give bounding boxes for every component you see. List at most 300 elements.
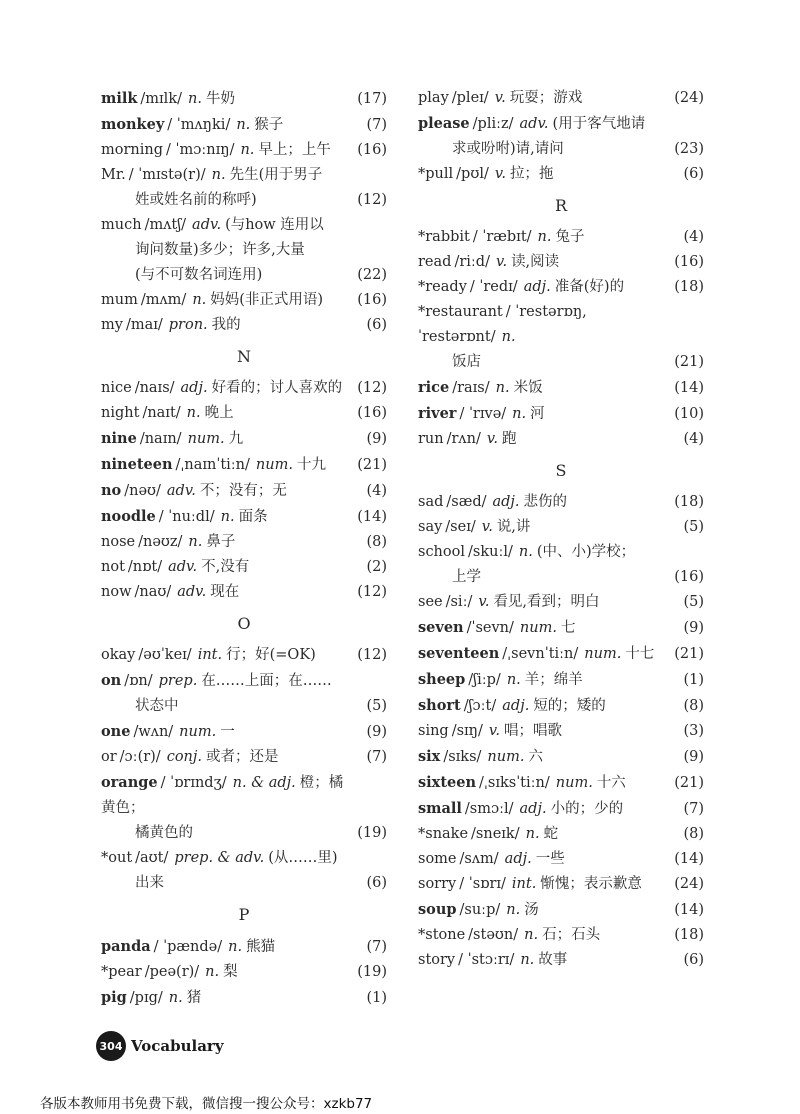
entry-word: orange [101, 774, 158, 791]
entry-page-ref: (1) [366, 990, 387, 1006]
entry-word: *restaurant [418, 304, 503, 320]
entry-definition: 拉；拖 [509, 166, 554, 182]
entry-page-ref: (6) [366, 875, 387, 891]
entry-definition: 十九 [296, 457, 326, 473]
vocab-entry [418, 300, 704, 375]
vocab-entry [101, 770, 387, 846]
entry-part-of-speech: n. [520, 952, 535, 968]
vocab-entry [418, 641, 704, 667]
entry-pronunciation: /smɔːl/ [464, 801, 514, 817]
entry-word: *pear [101, 964, 142, 980]
entry-line [101, 376, 351, 401]
entry-line [101, 580, 351, 605]
entry-line [101, 960, 351, 985]
entry-word: some [418, 851, 457, 867]
entry-page-ref: (21) [357, 457, 387, 473]
entry-line [418, 162, 668, 187]
entry-pronunciation: / ˈræbɪt/ [472, 229, 532, 245]
entry-part-of-speech: adv. [192, 217, 222, 233]
entry-word: *out [101, 850, 133, 866]
entry-word: seven [418, 619, 464, 636]
entry-pronunciation: /sɪŋ/ [451, 723, 483, 739]
entry-line [101, 846, 351, 871]
section-letter: O [237, 614, 251, 633]
entry-part-of-speech: num. [187, 431, 225, 447]
entry-part-of-speech: n. [537, 229, 552, 245]
entry-part-of-speech: n. [495, 380, 510, 396]
entry-word: story [418, 952, 456, 968]
vocab-entry [101, 555, 387, 580]
entry-definition: 早上；上午 [258, 142, 331, 158]
entry-definition: 十七 [625, 646, 655, 662]
entry-pronunciation: /əʊˈkeɪ/ [138, 647, 192, 663]
vocab-entry [101, 643, 387, 668]
left-column [101, 86, 387, 1011]
entry-page-ref: (7) [366, 749, 387, 765]
vocab-entry [418, 923, 704, 948]
entry-word: *ready [418, 279, 467, 295]
entry-definition: 六 [528, 749, 543, 765]
entry-part-of-speech: v. [494, 90, 506, 106]
entry-part-of-speech: pron. [168, 317, 208, 333]
entry-word: milk [101, 90, 138, 107]
vocab-entry [418, 401, 704, 427]
watermark-text: 各版本教师用书免费下载，微信搜一搜公众号：xzkb77 [40, 1096, 373, 1112]
entry-word: or [101, 749, 117, 765]
vocab-entry [418, 515, 704, 540]
entry-pronunciation: /naɪt/ [142, 405, 181, 421]
entry-word: short [418, 697, 461, 714]
entry-word: please [418, 115, 470, 132]
entry-word: night [101, 405, 140, 421]
entry-part-of-speech: n. [240, 142, 255, 158]
entry-line [418, 847, 668, 872]
vocab-entry [418, 615, 704, 641]
entry-page-ref: (10) [674, 406, 704, 422]
entry-definition: 兔子 [555, 229, 585, 245]
entry-page-ref: (5) [683, 594, 704, 610]
vocab-entry [101, 376, 387, 401]
entry-definition: 先生(用于男子 [229, 167, 323, 183]
entry-word: sing [418, 723, 449, 739]
vocab-entry [101, 668, 387, 719]
entry-part-of-speech: num. [519, 620, 557, 636]
entry-word: much [101, 217, 142, 233]
entry-word: no [101, 482, 122, 499]
entry-definition: 梨 [223, 964, 238, 980]
entry-pronunciation: /raɪs/ [452, 380, 490, 396]
entry-definition: 惭愧；表示歉意 [540, 876, 642, 892]
vocab-entry [101, 213, 387, 288]
entry-line [418, 86, 668, 111]
entry-pronunciation: /skuːl/ [468, 544, 513, 560]
entry-word: morning [101, 142, 164, 158]
entry-line [418, 515, 668, 540]
entry-part-of-speech: n. [211, 167, 226, 183]
entry-line [101, 478, 351, 504]
entry-line [101, 530, 351, 555]
vocab-entry [418, 744, 704, 770]
entry-page-ref: (12) [357, 584, 387, 600]
entry-definition: 猪 [186, 990, 202, 1006]
entry-definition: (与how 连用以 [225, 217, 324, 233]
entry-definition-continued: 姓或姓名前的称呼) [135, 192, 257, 208]
entry-word: mum [101, 292, 138, 308]
entry-part-of-speech: adj. [519, 801, 547, 817]
entry-page-ref: (7) [683, 801, 704, 817]
entry-part-of-speech: num. [487, 749, 525, 765]
entry-word: okay [101, 647, 136, 663]
entry-definition: (从……里) [268, 850, 338, 866]
entry-page-ref: (14) [357, 509, 387, 525]
entry-definition: (用于客气地请 [552, 116, 646, 132]
entry-word: sad [418, 494, 444, 510]
entry-line [101, 504, 351, 530]
entry-pronunciation: /nəʊz/ [138, 534, 183, 550]
entry-part-of-speech: n. [236, 117, 251, 133]
entry-pronunciation: /mɪlk/ [140, 91, 182, 107]
entry-word: panda [101, 938, 151, 955]
entry-pronunciation: / ˈmɪstə(r)/ [128, 167, 206, 183]
entry-part-of-speech: n. [518, 544, 533, 560]
vocab-entry [418, 847, 704, 872]
entry-definition: 一些 [535, 851, 565, 867]
entry-part-of-speech: n. [220, 509, 235, 525]
entry-definition: 十六 [596, 775, 626, 791]
entry-line [418, 744, 668, 770]
entry-pronunciation: /pʊl/ [456, 166, 489, 182]
page-number-badge: 304 [96, 1031, 126, 1061]
entry-definition: 不,没有 [201, 559, 250, 575]
entry-page-ref: (12) [357, 380, 387, 396]
entry-definition-continued: 上学 [452, 569, 481, 585]
entry-definition: 七 [560, 620, 576, 636]
entry-pronunciation: / ˈredɪ/ [469, 279, 518, 295]
entry-pronunciation: /pleɪ/ [451, 90, 489, 106]
entry-line [101, 138, 351, 163]
entry-part-of-speech: n. [168, 990, 183, 1006]
entry-definition: 面条 [238, 509, 268, 525]
entry-part-of-speech: adj. [180, 380, 208, 396]
entry-word: sixteen [418, 774, 477, 791]
right-column [418, 86, 704, 973]
entry-line [418, 948, 668, 973]
entry-page-ref: (4) [683, 229, 704, 245]
entry-part-of-speech: v. [481, 519, 493, 535]
entry-page-ref: (1) [683, 672, 704, 688]
entry-definition-continued: 状态中 [135, 698, 179, 714]
entry-word: *snake [418, 826, 469, 842]
entry-line [101, 86, 351, 112]
entry-word: *stone [418, 927, 466, 943]
entry-part-of-speech: adv. [519, 116, 549, 132]
entry-line [418, 615, 668, 641]
entry-page-ref: (24) [674, 90, 704, 106]
entry-part-of-speech: n. [228, 939, 243, 955]
entry-definition: 小的；少的 [550, 801, 624, 817]
entry-page-ref: (8) [683, 698, 704, 714]
entry-word: nice [101, 380, 132, 396]
entry-pronunciation: /nɒt/ [127, 559, 163, 575]
entry-definition-continued: 询问数量)多少；许多,大量 [135, 242, 305, 258]
entry-part-of-speech: v. [478, 594, 490, 610]
entry-part-of-speech: adj. [502, 698, 530, 714]
entry-definition: 牛奶 [205, 91, 235, 107]
entry-line [418, 375, 668, 401]
entry-page-ref: (2) [366, 559, 387, 575]
entry-pronunciation: /ˌsevnˈtiːn/ [502, 646, 579, 662]
entry-definition: 现在 [210, 584, 240, 600]
entry-page-ref: (7) [366, 939, 387, 955]
entry-word: six [418, 748, 441, 765]
entry-line [418, 300, 668, 350]
entry-word: small [418, 800, 462, 817]
section-letter: N [237, 347, 251, 366]
entry-part-of-speech: n. [188, 534, 203, 550]
vocab-entry [418, 693, 704, 719]
vocab-entry [418, 590, 704, 615]
vocab-entry [101, 580, 387, 605]
entry-pronunciation: /rʌn/ [446, 431, 481, 447]
entry-pronunciation: /pliːz/ [472, 116, 514, 132]
entry-part-of-speech: int. [511, 876, 537, 892]
entry-definition: 羊；绵羊 [524, 672, 583, 688]
entry-part-of-speech: v. [494, 166, 506, 182]
entry-pronunciation: / ˈmɔːnɪŋ/ [166, 142, 235, 158]
entry-definition: 读,阅读 [511, 254, 560, 270]
entry-pronunciation: /sneɪk/ [471, 826, 520, 842]
entry-line [418, 490, 668, 515]
entry-word: nine [101, 430, 137, 447]
vocab-entry [101, 86, 387, 112]
entry-part-of-speech: adj. [523, 279, 551, 295]
entry-definition-continued: 出来 [135, 875, 164, 891]
vocab-entry [418, 719, 704, 744]
entry-pronunciation: / ˈpændə/ [153, 939, 223, 955]
entry-line [101, 213, 351, 238]
entry-line [418, 796, 668, 822]
vocab-entry [101, 846, 387, 896]
entry-line [101, 643, 351, 668]
entry-word: noodle [101, 508, 156, 525]
entry-definition: 米饭 [513, 380, 543, 396]
entry-line [101, 401, 351, 426]
entry-line [101, 555, 351, 580]
entry-line [101, 934, 351, 960]
entry-line [418, 872, 668, 897]
vocab-entry [101, 163, 387, 213]
entry-definition: 九 [228, 431, 244, 447]
entry-pronunciation: /ˈsevn/ [466, 620, 514, 636]
entry-page-ref: (9) [683, 749, 704, 765]
entry-line [101, 719, 351, 745]
entry-line [418, 719, 668, 744]
entry-word: on [101, 672, 122, 689]
entry-part-of-speech: prep. [158, 673, 198, 689]
entry-definition: 好看的；讨人喜欢的 [211, 380, 343, 396]
entry-definition: 玩耍；游戏 [509, 90, 583, 106]
vocab-entry [418, 225, 704, 250]
entry-line [418, 401, 668, 427]
entry-part-of-speech: adv. [168, 559, 198, 575]
entry-word: sorry [418, 876, 457, 892]
entry-definition: 行；好(=OK) [226, 647, 316, 663]
entry-part-of-speech: adv. [177, 584, 207, 600]
entry-part-of-speech: n. [205, 964, 220, 980]
vocab-entry [418, 872, 704, 897]
vocab-entry [101, 452, 387, 478]
vocab-entry [101, 401, 387, 426]
entry-part-of-speech: n. [186, 405, 201, 421]
entry-line [101, 452, 351, 478]
vocab-entry [418, 897, 704, 923]
vocab-entry [418, 162, 704, 187]
entry-definition: (中、小)学校； [536, 544, 636, 560]
entry-page-ref: (8) [683, 826, 704, 842]
entry-line [418, 250, 668, 275]
entry-page-ref: (16) [357, 405, 387, 421]
entry-page-ref: (6) [366, 317, 387, 333]
entry-pronunciation: /ɒn/ [124, 673, 153, 689]
vocab-entry [418, 796, 704, 822]
entry-word: Mr. [101, 167, 126, 183]
entry-page-ref: (14) [674, 902, 704, 918]
entry-definition: 悲伤的 [523, 494, 568, 510]
entry-page-ref: (4) [683, 431, 704, 447]
entry-pronunciation: /mʌtʃ/ [144, 217, 187, 233]
entry-part-of-speech: int. [197, 647, 223, 663]
entry-line [418, 590, 668, 615]
entry-definition: 石；石头 [542, 927, 601, 943]
entry-word: river [418, 405, 457, 422]
entry-line [101, 770, 351, 821]
entry-part-of-speech: n. [188, 91, 202, 107]
entry-pronunciation: / ˈmʌŋki/ [167, 117, 231, 133]
entry-page-ref: (16) [357, 292, 387, 308]
vocab-entry [101, 478, 387, 504]
entry-part-of-speech: n. & adj. [232, 775, 296, 791]
vocab-entry [418, 375, 704, 401]
entry-line [418, 693, 668, 719]
entry-word: *rabbit [418, 229, 470, 245]
vocab-entry [101, 745, 387, 770]
entry-line [418, 770, 668, 796]
entry-page-ref: (6) [683, 166, 704, 182]
entry-page-ref: (18) [674, 279, 704, 295]
entry-line [418, 427, 668, 452]
section-letter: S [555, 461, 567, 480]
entry-pronunciation: /seɪ/ [445, 519, 476, 535]
entry-page-ref: (9) [366, 724, 387, 740]
entry-pronunciation: /ʃiːp/ [468, 672, 501, 688]
entry-part-of-speech: prep. & adv. [174, 850, 265, 866]
entry-definition: 蛇 [543, 826, 559, 842]
vocab-entry [418, 667, 704, 693]
entry-definition-continued: 求或吩咐)请,请问 [452, 141, 564, 157]
entry-part-of-speech: v. [495, 254, 508, 270]
entry-page-ref: (14) [674, 851, 704, 867]
entry-pronunciation: / ˈrestərɒŋ, ˈrestərɒnt/ [418, 304, 587, 345]
entry-line [418, 923, 668, 948]
entry-word: *pull [418, 166, 454, 182]
entry-part-of-speech: adj. [492, 494, 520, 510]
entry-word: one [101, 723, 131, 740]
entry-line [418, 275, 668, 300]
entry-page-ref: (9) [683, 620, 704, 636]
entry-definition-continued: (与不可数名词连用) [135, 267, 263, 283]
vocab-entry [418, 250, 704, 275]
entry-definition: 妈妈(非正式用语) [210, 292, 324, 308]
entry-page-ref: (21) [674, 775, 704, 791]
entry-word: school [418, 544, 465, 560]
entry-page-ref: (19) [357, 964, 387, 980]
vocab-entry [418, 275, 704, 300]
entry-pronunciation: / ˈrɪvə/ [459, 406, 507, 422]
entry-definition: 晚上 [204, 405, 234, 421]
section-letter: R [554, 196, 568, 215]
entry-pronunciation: / ˈsɒrɪ/ [459, 876, 506, 892]
entry-line [101, 668, 351, 694]
entry-word: say [418, 519, 443, 535]
entry-pronunciation: /aʊt/ [135, 850, 169, 866]
entry-pronunciation: /sʌm/ [459, 851, 499, 867]
vocab-entry [418, 86, 704, 111]
vocab-entry [101, 960, 387, 985]
entry-word: my [101, 317, 123, 333]
entry-page-ref: (4) [366, 483, 387, 499]
entry-pronunciation: /naɪn/ [139, 431, 182, 447]
entry-pronunciation: /wʌn/ [133, 724, 174, 740]
entry-definition: 一 [220, 724, 235, 740]
entry-word: not [101, 559, 125, 575]
entry-definition: 熊猫 [246, 939, 276, 955]
entry-line [101, 163, 351, 188]
vocab-entry [101, 138, 387, 163]
vocab-entry [418, 111, 704, 162]
entry-pronunciation: /siː/ [445, 594, 473, 610]
entry-part-of-speech: num. [179, 724, 217, 740]
vocab-entry [418, 427, 704, 452]
vocab-entry [101, 985, 387, 1011]
entry-pronunciation: /nəʊ/ [124, 483, 161, 499]
entry-part-of-speech: n. [525, 826, 540, 842]
entry-line [101, 745, 351, 770]
entry-word: read [418, 254, 452, 270]
vocab-entry [418, 540, 704, 590]
entry-page-ref: (3) [683, 723, 704, 739]
entry-line [101, 985, 351, 1011]
entry-page-ref: (5) [366, 698, 387, 714]
entry-line [101, 426, 351, 452]
entry-line [418, 641, 668, 667]
entry-page-ref: (8) [366, 534, 387, 550]
entry-line [101, 112, 351, 138]
entry-part-of-speech: v. [486, 431, 498, 447]
entry-word: soup [418, 901, 457, 918]
entry-definition: 不；没有；无 [199, 483, 287, 499]
entry-part-of-speech: adv. [166, 483, 196, 499]
entry-definition: 准备(好)的 [554, 279, 625, 295]
entry-word: now [101, 584, 132, 600]
entry-line [418, 111, 668, 137]
vocab-entry [101, 719, 387, 745]
vocab-entry [101, 504, 387, 530]
entry-pronunciation: /naɪs/ [134, 380, 175, 396]
entry-word: nose [101, 534, 136, 550]
entry-pronunciation: /mʌm/ [140, 292, 187, 308]
entry-definition: 鼻子 [206, 534, 236, 550]
entry-page-ref: (24) [674, 876, 704, 892]
